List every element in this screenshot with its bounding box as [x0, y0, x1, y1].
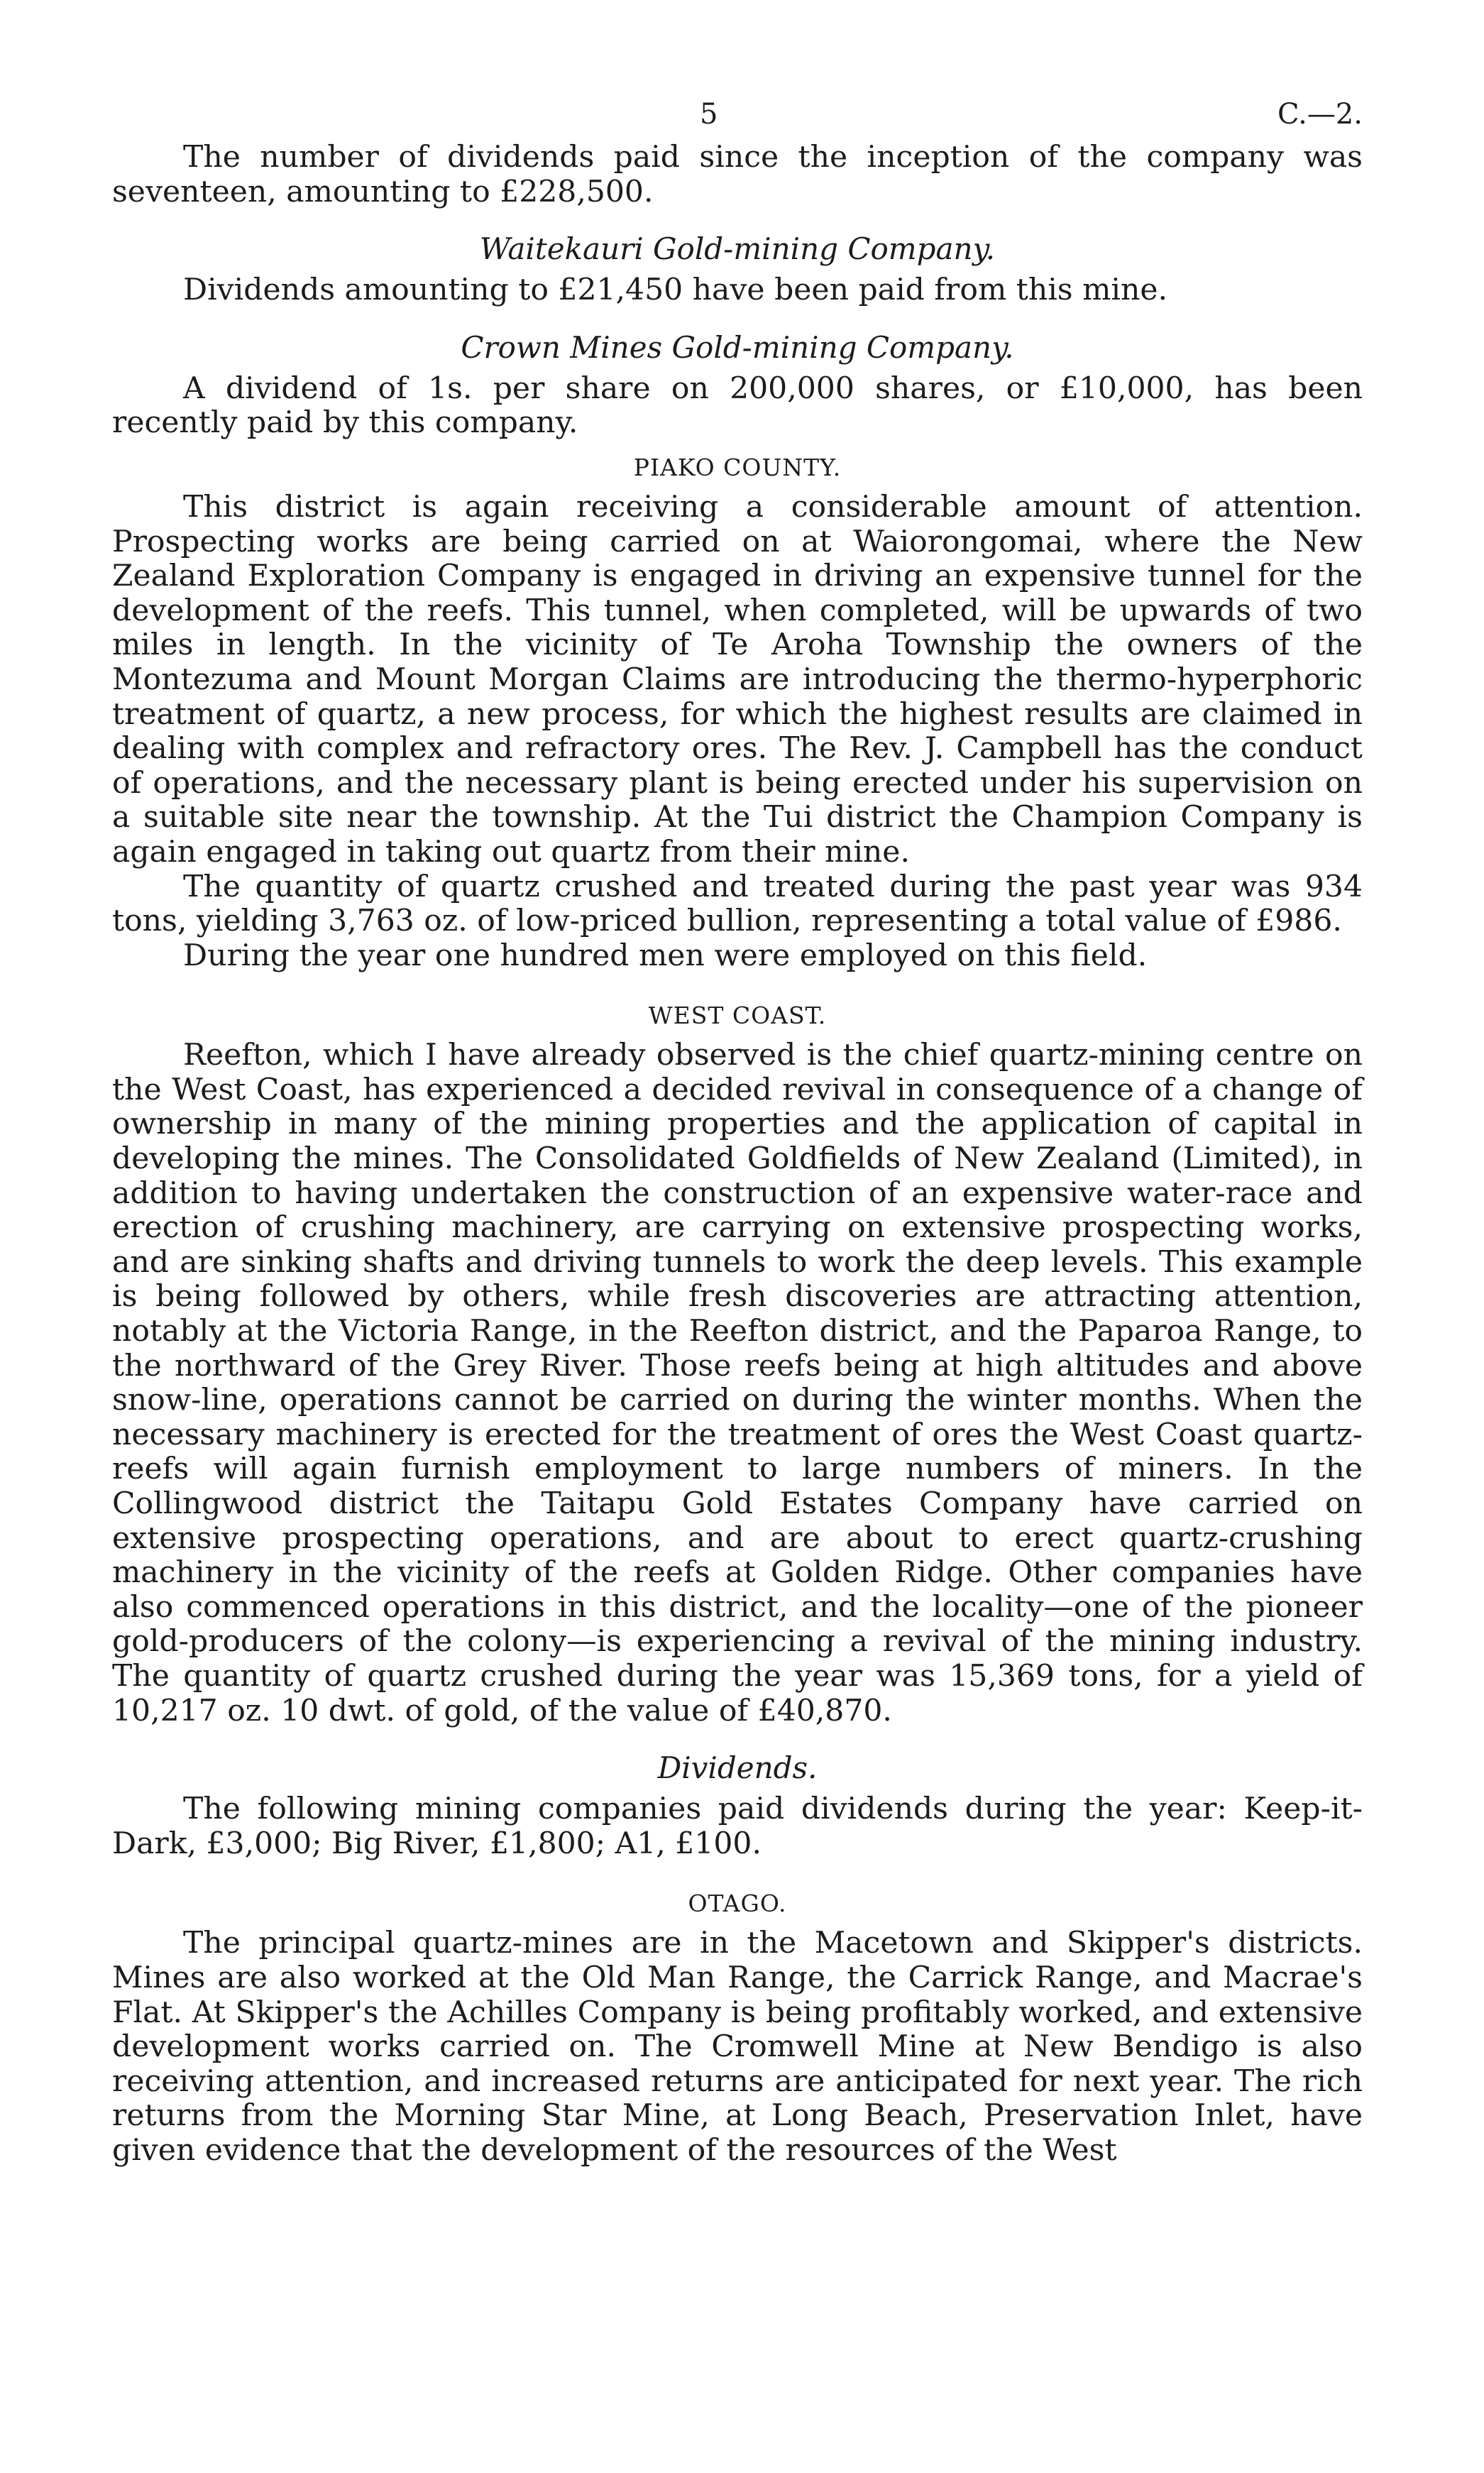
waitekauri-heading: Waitekauri Gold-mining Company. — [479, 231, 996, 267]
piako-county-heading: PIAKO COUNTY. — [633, 453, 842, 481]
piako-paragraph-2: The quantity of quartz crushed and treated during the past year was 934 tons, yielding 3,763 oz. of low-priced bullion, representing a total value of £986. — [112, 869, 1363, 939]
piako-paragraph-1: This district is again receiving a considerable amount of attention. Prospecting works are being carried on at Waiorongomai, where the New Zealand Exploration Company is engaged in driving an expensive tunnel for the development of the reefs. This tunnel, when completed, will be upwards of two miles in length. In the vicinity of Te Aroha Township the owners of the Montezuma and Mount Morgan Claims are introducing the thermo-hyperphoric treatment of quartz, a new process, for which the highest results are claimed in dealing with complex and refractory ores. The Rev. J. Campbell has the conduct of operations, and the necessary plant is being erected under his supervision on a suitable site near the township. At the Tui district the Champion Company is again engaged in taking out quartz from their mine. — [112, 489, 1363, 870]
page-number: 5 — [700, 98, 718, 131]
crown-mines-paragraph: A dividend of 1s. per share on 200,000 shares, or £10,000, has been recently paid by this company. — [112, 371, 1363, 441]
west-coast-paragraph: Reefton, which I have already observed is the chief quartz-mining centre on the West Coast, has experienced a decided revival in consequence of a change of ownership in many of the mining properties and the application of capital in developing the mines. The Consolidated Goldfields of New Zealand (Limited), in addition to having undertaken the construction of an expensive water-race and erection of crushing machinery, are carrying on extensive prospecting works, and are sinking shafts and driving tunnels to work the deep levels. This example is being followed by others, while fresh discoveries are attracting attention, notably at the Victoria Range, in the Reefton district, and the Paparoa Range, to the northward of the Grey River. Those reefs being at high altitudes and above snow-line, operations cannot be carried on during the winter months. When the necessary machinery is erected for the treatment of ores the West Coast quartz-reefs will again furnish employment to large numbers of miners. In the Collingwood district the Taitapu Gold Estates Company have carried on extensive prospecting operations, and are about to erect quartz-crushing machinery in the vicinity of the reefs at Golden Ridge. Other companies have also commenced operations in this district, and the locality—one of the pioneer gold-producers of the colony—is experiencing a revival of the mining industry. The quantity of quartz crushed during the year was 15,369 tons, for a yield of 10,217 oz. 10 dwt. of gold, of the value of £40,870. — [112, 1038, 1363, 1728]
page-header — [112, 91, 1363, 141]
dividends-paragraph: The following mining companies paid dividends during the year: Keep-it-Dark, £3,000; Big River, £1,800; A1, £100. — [112, 1792, 1363, 1861]
crown-mines-heading: Crown Mines Gold-mining Company. — [461, 329, 1014, 365]
document-page — [112, 91, 1363, 2168]
otago-heading: OTAGO. — [688, 1890, 787, 1918]
dividends-heading: Dividends. — [657, 1750, 818, 1786]
intro-paragraph: The number of dividends paid since the inception of the company was seventeen, amounting to £228,500. — [112, 140, 1363, 209]
otago-paragraph: The principal quartz-mines are in the Macetown and Skipper's districts. Mines are also worked at the Old Man Range, the Carrick Range, and Macrae's Flat. At Skipper's the Achilles Company is being profitably worked, and extensive development works carried on. The Cromwell Mine at New Bendigo is also receiving attention, and increased returns are anticipated for next year. The rich returns from the Morning Star Mine, at Long Beach, Preservation Inlet, have given evidence that the development of the resources of the West — [112, 1926, 1363, 2168]
waitekauri-paragraph: Dividends amounting to £21,450 have been paid from this mine. — [183, 273, 1168, 308]
piako-paragraph-3: During the year one hundred men were employed on this field. — [183, 938, 1148, 973]
document-reference: C.—2. — [1277, 98, 1363, 131]
west-coast-heading: WEST COAST. — [648, 1002, 827, 1030]
